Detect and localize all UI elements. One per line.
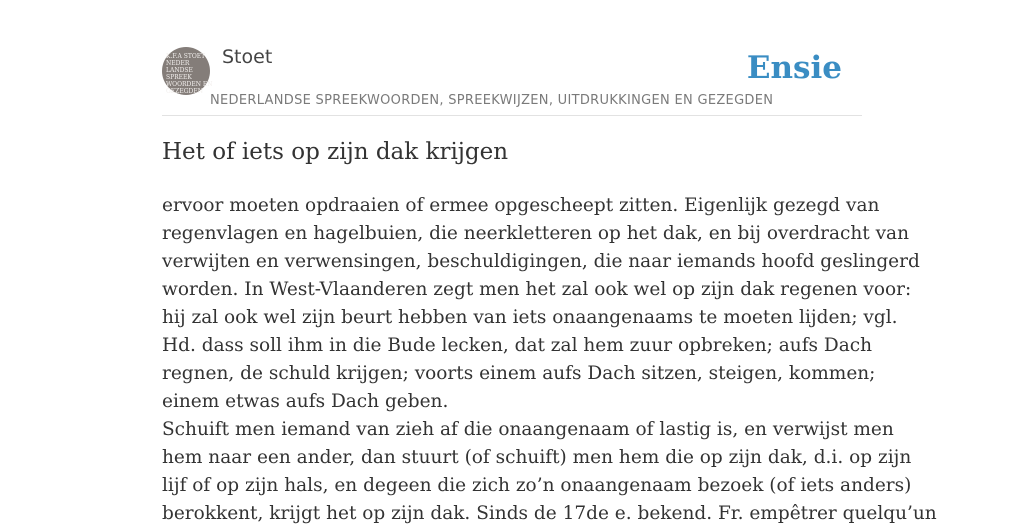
avatar-text-line: GEZEGDEN [166,88,203,95]
entry-body [162,192,937,528]
body-text-line: ervoor moeten opdraaien of ermee opgescheept zitten. Eigenlijk gezegd van [162,195,880,216]
body-text-line: lijf of op zijn hals, en degeen die zich zo’n onaangenaam bezoek (of iets anders) [162,475,912,496]
body-text-line: Hd. dass soll ihm in die Bude lecken, dat zal hem zuur opbreken; aufs Dach [162,335,873,356]
body-text-line: hem naar een ander, dan stuurt (of schuift) men hem die op zijn dak, d.i. op zijn [162,447,912,468]
author-avatar[interactable] [162,47,213,95]
entry-title: Het of iets op zijn dak krijgen [162,139,509,165]
site-header [162,40,862,116]
author-name-link[interactable]: Stoet [222,46,273,68]
ensie-logo-link[interactable]: Ensie [746,50,842,86]
source-subtitle: NEDERLANDSE SPREEKWOORDEN, SPREEKWIJZEN, UITDRUKKINGEN EN GEZEGDEN [210,93,774,108]
avatar-text-line: K.F.A STOET [166,53,206,60]
body-text-line: regenvlagen en hagelbuien, die neerkletteren op het dak, en bij overdracht van [162,223,909,244]
avatar-text-line: LANDSE [166,67,193,74]
body-text-line: hij zal ook wel zijn beurt hebben van iets onaangenaams te moeten lijden; vgl. [162,307,898,328]
avatar-text-line: WOORDEN EN [166,81,213,88]
avatar-text-line: NEDER [166,60,190,67]
body-text-line: berokkent, krijgt het op zijn dak. Sinds de 17de e. bekend. Fr. empêtrer quelqu’un [162,503,937,524]
body-text-line: einem etwas aufs Dach geben. [162,391,449,412]
avatar-text-line: SPREEK [166,74,192,81]
body-text-line: regnen, de schuld krijgen; voorts einem aufs Dach sitzen, steigen, kommen; [162,363,876,384]
body-text-line: Schuift men iemand van zieh af die onaangenaam of lastig is, en verwijst men [162,419,894,440]
body-text-line: verwijten en verwensingen, beschuldigingen, die naar iemands hoofd geslingerd [162,251,920,272]
body-text-line: worden. In West-Vlaanderen zegt men het zal ook wel op zijn dak regenen voor: [162,279,912,300]
